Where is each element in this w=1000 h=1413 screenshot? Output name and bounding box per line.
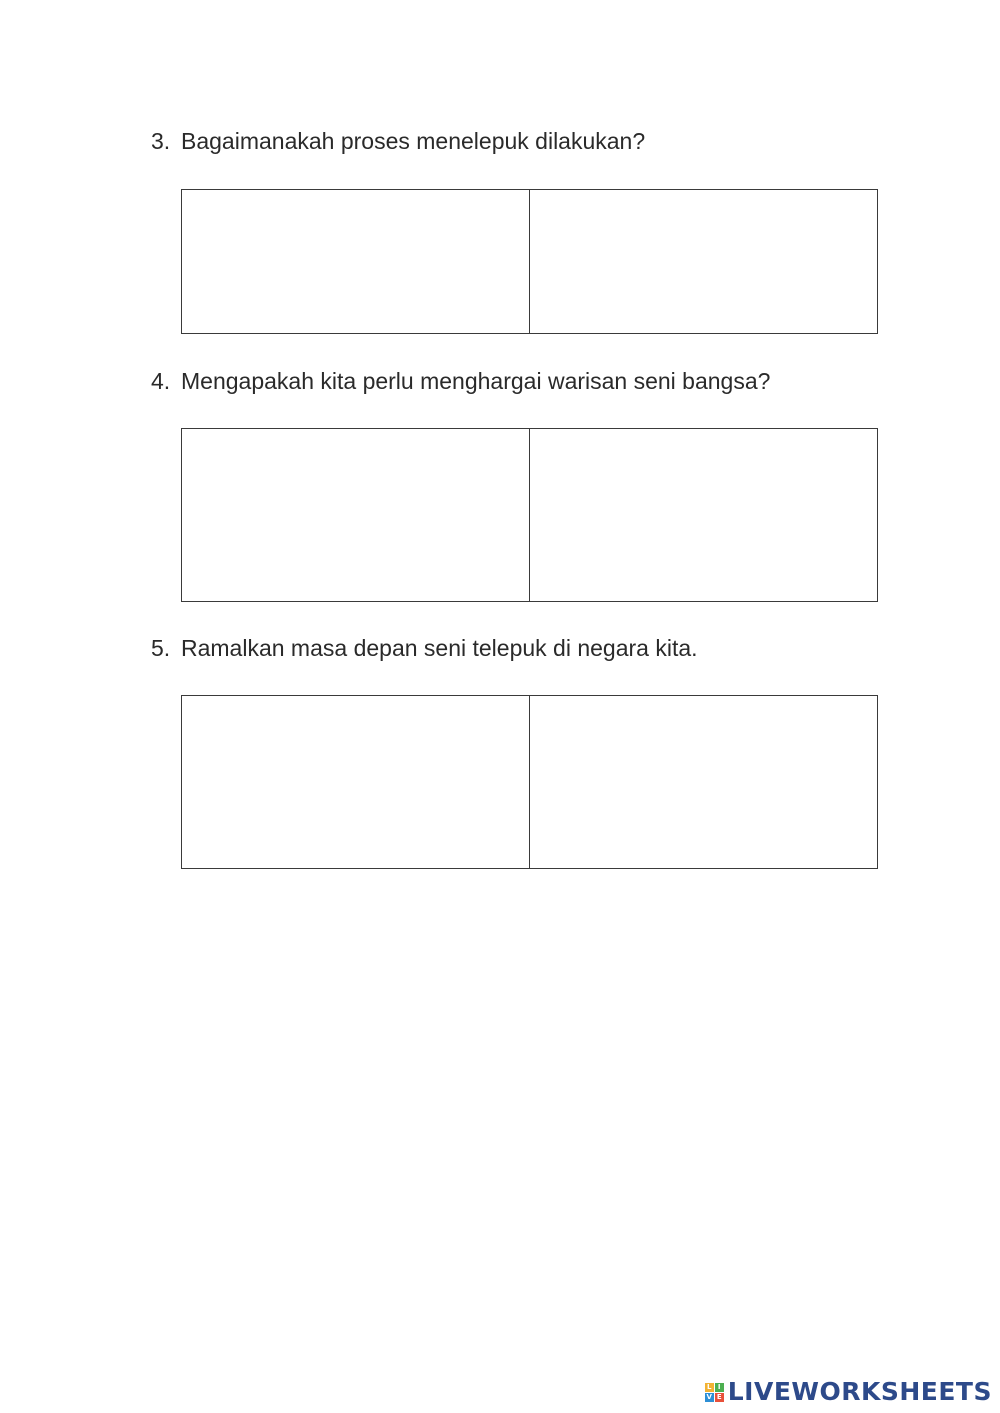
question-text: Ramalkan masa depan seni telepuk di negara kita. xyxy=(181,635,698,661)
logo-letter: E xyxy=(715,1393,724,1402)
question-3 xyxy=(151,127,645,155)
answer-grid-4 xyxy=(181,428,878,602)
question-text: Bagaimanakah proses menelepuk dilakukan? xyxy=(181,128,646,154)
question-4 xyxy=(151,367,770,395)
answer-box-4-right[interactable] xyxy=(529,429,877,601)
logo-letter: I xyxy=(715,1383,724,1392)
answer-box-5-left[interactable] xyxy=(182,696,529,868)
liveworksheets-brand[interactable] xyxy=(705,1377,992,1407)
logo-letter: L xyxy=(705,1383,714,1392)
question-5 xyxy=(151,634,698,662)
liveworksheets-logo-icon xyxy=(705,1383,724,1402)
question-number: 3. xyxy=(151,128,171,154)
answer-grid-3 xyxy=(181,189,878,334)
question-number: 4. xyxy=(151,368,171,394)
answer-grid-5 xyxy=(181,695,878,869)
brand-name: LIVEWORKSHEETS xyxy=(727,1377,992,1406)
answer-box-3-right[interactable] xyxy=(529,190,877,333)
question-number: 5. xyxy=(151,635,171,661)
answer-box-4-left[interactable] xyxy=(182,429,529,601)
answer-box-3-left[interactable] xyxy=(182,190,529,333)
question-text: Mengapakah kita perlu menghargai warisan seni bangsa? xyxy=(181,368,771,394)
logo-letter: V xyxy=(706,1392,712,1401)
answer-box-5-right[interactable] xyxy=(529,696,877,868)
